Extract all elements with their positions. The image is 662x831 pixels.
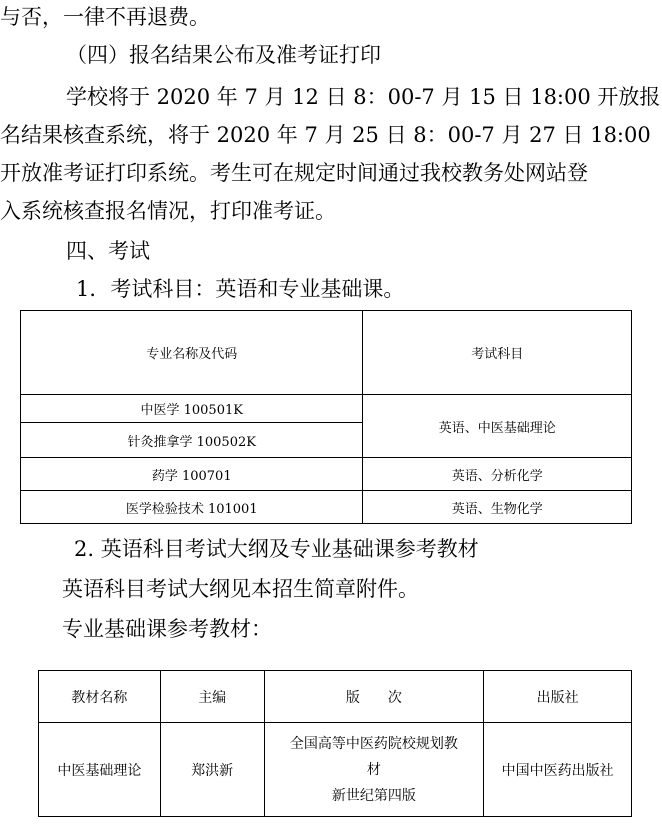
- cell-subjects: 英语、分析化学: [363, 458, 632, 491]
- subheading-exam-subjects: 1．考试科目：英语和专业基础课。: [76, 277, 405, 301]
- paragraph-schedule-line2: 名结果核查系统，将于 2020 年 7 月 25 日 8：00-7 月 27 日 18:00: [0, 123, 651, 147]
- cell-book-name: 中医基础理论: [39, 723, 161, 817]
- cell-major: 中医学 100501K: [21, 395, 363, 423]
- paragraph-syllabus: 英语科目考试大纲见本招生简章附件。: [62, 577, 419, 601]
- paragraph-schedule-line3: 开放准考证打印系统。考生可在规定时间通过我校教务处网站登: [0, 161, 588, 185]
- paragraph-textbooks: 专业基础课参考教材：: [62, 617, 272, 641]
- cell-publisher: 中国中医药出版社: [484, 723, 632, 817]
- cell-major: 医学检验技术 101001: [21, 491, 363, 524]
- section-heading-exam: 四、考试: [66, 239, 150, 263]
- cell-major: 针灸推拿学 100502K: [21, 423, 363, 458]
- cell-edition: [264, 723, 484, 817]
- section-heading-results: （四）报名结果公布及准考证打印: [66, 43, 381, 67]
- cell-subjects: 英语、生物化学: [363, 491, 632, 524]
- textbook-table: [38, 670, 632, 817]
- exam-subjects-table: [20, 310, 632, 524]
- table-header-row: [21, 311, 632, 395]
- header-major: 专业名称及代码: [21, 311, 363, 395]
- paragraph-refund: 与否，一律不再退费。: [0, 5, 210, 29]
- table-row: [39, 723, 632, 817]
- edition-line-2: 材: [366, 761, 381, 778]
- header-publisher: 出版社: [484, 671, 632, 723]
- header-editor: 主编: [160, 671, 264, 723]
- header-edition: 版 次: [264, 671, 484, 723]
- paragraph-schedule-line1: 学校将于 2020 年 7 月 12 日 8：00-7 月 15 日 18:00 开放报: [66, 85, 661, 109]
- table-header-row: [39, 671, 632, 723]
- cell-major: 药学 100701: [21, 458, 363, 491]
- subheading-syllabus: 2. 英语科目考试大纲及专业基础课参考教材: [74, 537, 479, 561]
- paragraph-schedule-line4: 入系统核查报名情况，打印准考证。: [0, 199, 336, 223]
- edition-line-3: 新世纪第四版: [331, 787, 416, 804]
- table-row: [21, 395, 632, 423]
- table-row: [21, 458, 632, 491]
- header-subjects: 考试科目: [363, 311, 632, 395]
- header-book-name: 教材名称: [39, 671, 161, 723]
- cell-subjects-merged: 英语、中医基础理论: [363, 395, 632, 458]
- cell-editor: 郑洪新: [160, 723, 264, 817]
- edition-line-1: 全国高等中医药院校规划教: [289, 735, 458, 752]
- table-row: [21, 491, 632, 524]
